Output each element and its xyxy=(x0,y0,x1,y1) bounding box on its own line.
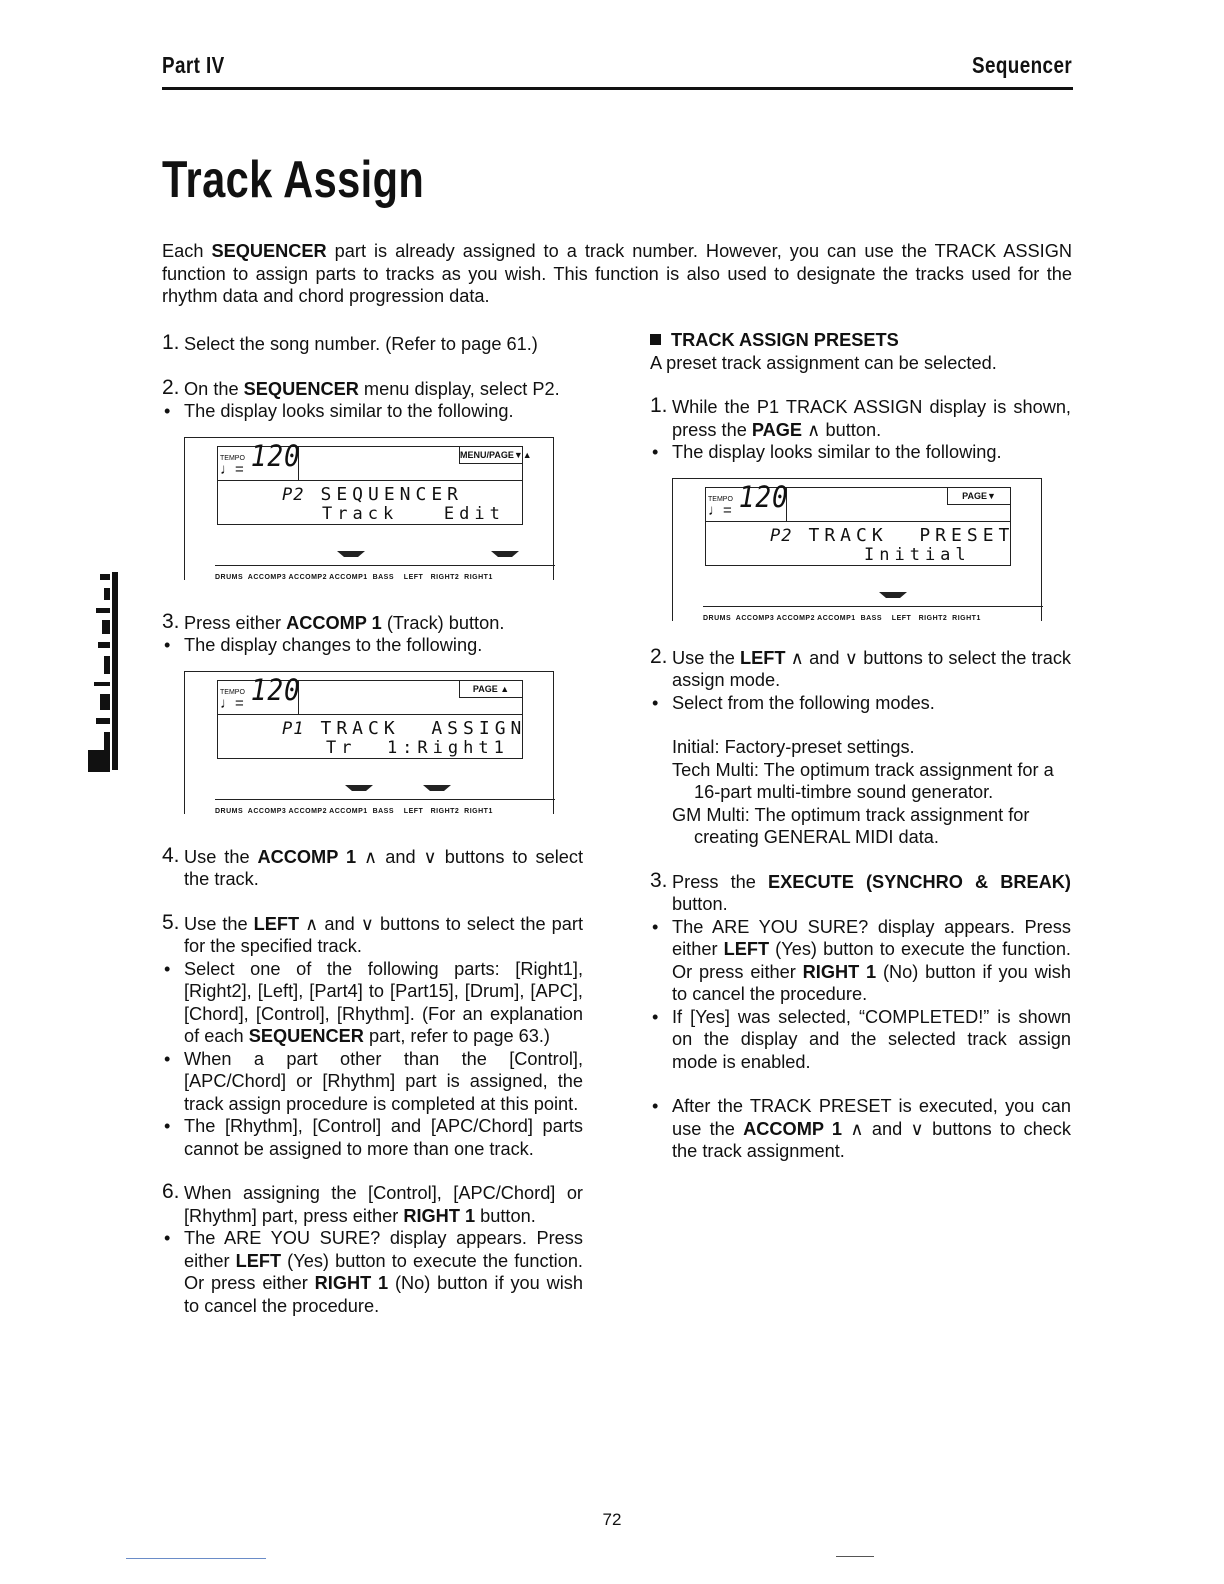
step-3-bullet: • The display changes to the following. xyxy=(162,634,583,657)
header-part: Part IV xyxy=(162,52,225,78)
track-labels: DRUMS ACCOMP3 ACCOMP2 ACCOMP1 BASS LEFT RIGHT2 RIGHT1 xyxy=(215,565,555,590)
section-intro: A preset track assignment can be selected. xyxy=(650,352,997,373)
tempo-value: 120 xyxy=(250,438,301,473)
step-1: 1. Select the song number. (Refer to page 61.) xyxy=(162,331,538,354)
intro-paragraph: Each SEQUENCER part is already assigned to a track number. However, you can use the TRACK ASSIGN function to assign parts to tracks as you wish. This function is also used to designate the tracks used for the rhythm data and chord progression data. xyxy=(162,241,1072,306)
lcd-display-track-assign: TEMPO ♩= 120 PAGE ▲ P1 TRACK ASSIGN Tr 1:Right1 DRUMS ACCOMP3 ACCOMP2 ACCOMP1 BASS LEFT RIGHT2 RIGHT1 xyxy=(184,671,554,814)
mode-initial: Initial: Factory-preset settings. xyxy=(672,737,915,757)
preset-step-3-bullet-3: • After the TRACK PRESET is executed, you can use the ACCOMP 1 ∧ and ∨ buttons to check the track assignment. xyxy=(650,1095,1071,1163)
down-arrow-icon xyxy=(879,592,907,598)
preset-step-3-bullet-2: • If [Yes] was selected, “COMPLETED!” is shown on the display and the selected track assign mode is enabled. xyxy=(650,1006,1071,1074)
step-2-bullet: • The display looks similar to the following. xyxy=(162,400,583,423)
page-title: Track Assign xyxy=(162,151,425,209)
page-indicator: PAGE ▲ xyxy=(459,681,522,698)
step-6: 6. When assigning the [Control], [APC/Chord] or [Rhythm] part, press either RIGHT 1 button. xyxy=(162,1180,583,1226)
mode-tech-multi: Tech Multi: The optimum track assignment for a 16-part multi-timbre sound generator. xyxy=(672,759,1054,802)
preset-step-1-bullet: • The display looks similar to the following. xyxy=(650,441,1071,464)
header-rule xyxy=(162,87,1073,90)
header-section: Sequencer xyxy=(971,52,1072,78)
lcd-display-track-preset: TEMPO ♩= 120 PAGE▼ P2 TRACK PRESET Initial DRUMS ACCOMP3 ACCOMP2 ACCOMP1 BASS LEFT RIGHT2 RIGHT1 xyxy=(672,478,1042,621)
tempo-value: 120 xyxy=(250,672,301,707)
step-5-bullet-2: • When a part other than the [Control], [APC/Chord] or [Rhythm] part is assigned, the track assign procedure is completed at this point. xyxy=(162,1048,583,1116)
preset-step-2: 2. Use the LEFT ∧ and ∨ buttons to select the track assign mode. xyxy=(650,644,1072,690)
step-4: 4. Use the ACCOMP 1 ∧ and ∨ buttons to select the track. xyxy=(162,843,583,889)
step-5: 5. Use the LEFT ∧ and ∨ buttons to select the part for the specified track. xyxy=(162,910,583,956)
preset-step-1: 1. While the P1 TRACK ASSIGN display is shown, press the PAGE ∧ button. xyxy=(650,394,1071,440)
step-5-bullet-1: • Select one of the following parts: [Right1], [Right2], [Left], [Part4] to [Part15], [Drum], [APC], [Chord], [Control], [Rhythm]. (For an explanation of each SEQUENCER part, refer to page 63.) xyxy=(162,958,583,1048)
section-index-tab xyxy=(86,568,120,774)
step-5-bullet-3: • The [Rhythm], [Control] and [APC/Chord] parts cannot be assigned to more than one track. xyxy=(162,1115,583,1160)
step-2: 2. On the SEQUENCER menu display, select P2. xyxy=(162,375,560,399)
square-bullet-icon xyxy=(650,334,661,345)
preset-step-3: 3. Press the EXECUTE (SYNCHRO & BREAK) button. xyxy=(650,868,1071,914)
page-indicator: PAGE▼ xyxy=(947,488,1010,505)
section-heading: TRACK ASSIGN PRESETS xyxy=(650,329,1071,352)
track-labels: DRUMS ACCOMP3 ACCOMP2 ACCOMP1 BASS LEFT RIGHT2 RIGHT1 xyxy=(215,799,555,824)
footer-line xyxy=(126,1558,266,1559)
down-arrow-icon xyxy=(423,785,451,791)
down-arrow-icon xyxy=(345,785,373,791)
preset-step-2-bullet: • Select from the following modes. xyxy=(650,692,1071,715)
down-arrow-icon xyxy=(491,551,519,557)
lcd-display-sequencer: TEMPO ♩= 120 MENU/PAGE▼▲ P2 SEQUENCER Track Edit DRUMS ACCOMP3 ACCOMP2 ACCOMP1 BASS LEFT RIGHT2 RIGHT1 xyxy=(184,437,554,580)
down-arrow-icon xyxy=(337,551,365,557)
menu-page-indicator: MENU/PAGE▼▲ xyxy=(459,447,522,464)
mode-gm-multi: GM Multi: The optimum track assignment for creating GENERAL MIDI data. xyxy=(672,804,1030,847)
step-6-bullet: • The ARE YOU SURE? display appears. Press either LEFT (Yes) button to execute the function. Or press either RIGHT 1 (No) button if you wish to cancel the procedure. xyxy=(162,1227,583,1317)
track-labels: DRUMS ACCOMP3 ACCOMP2 ACCOMP1 BASS LEFT RIGHT2 RIGHT1 xyxy=(703,606,1043,631)
footer-line xyxy=(836,1556,874,1557)
preset-step-3-bullet-1: • The ARE YOU SURE? display appears. Press either LEFT (Yes) button to execute the function. Or press either RIGHT 1 (No) button if you wish to cancel the procedure. xyxy=(650,916,1071,1006)
left-column xyxy=(162,333,583,1317)
step-3: 3. Press either ACCOMP 1 (Track) button. xyxy=(162,609,505,633)
tempo-value: 120 xyxy=(738,479,789,514)
right-column xyxy=(650,329,1071,1163)
page-number: 72 xyxy=(602,1510,622,1529)
